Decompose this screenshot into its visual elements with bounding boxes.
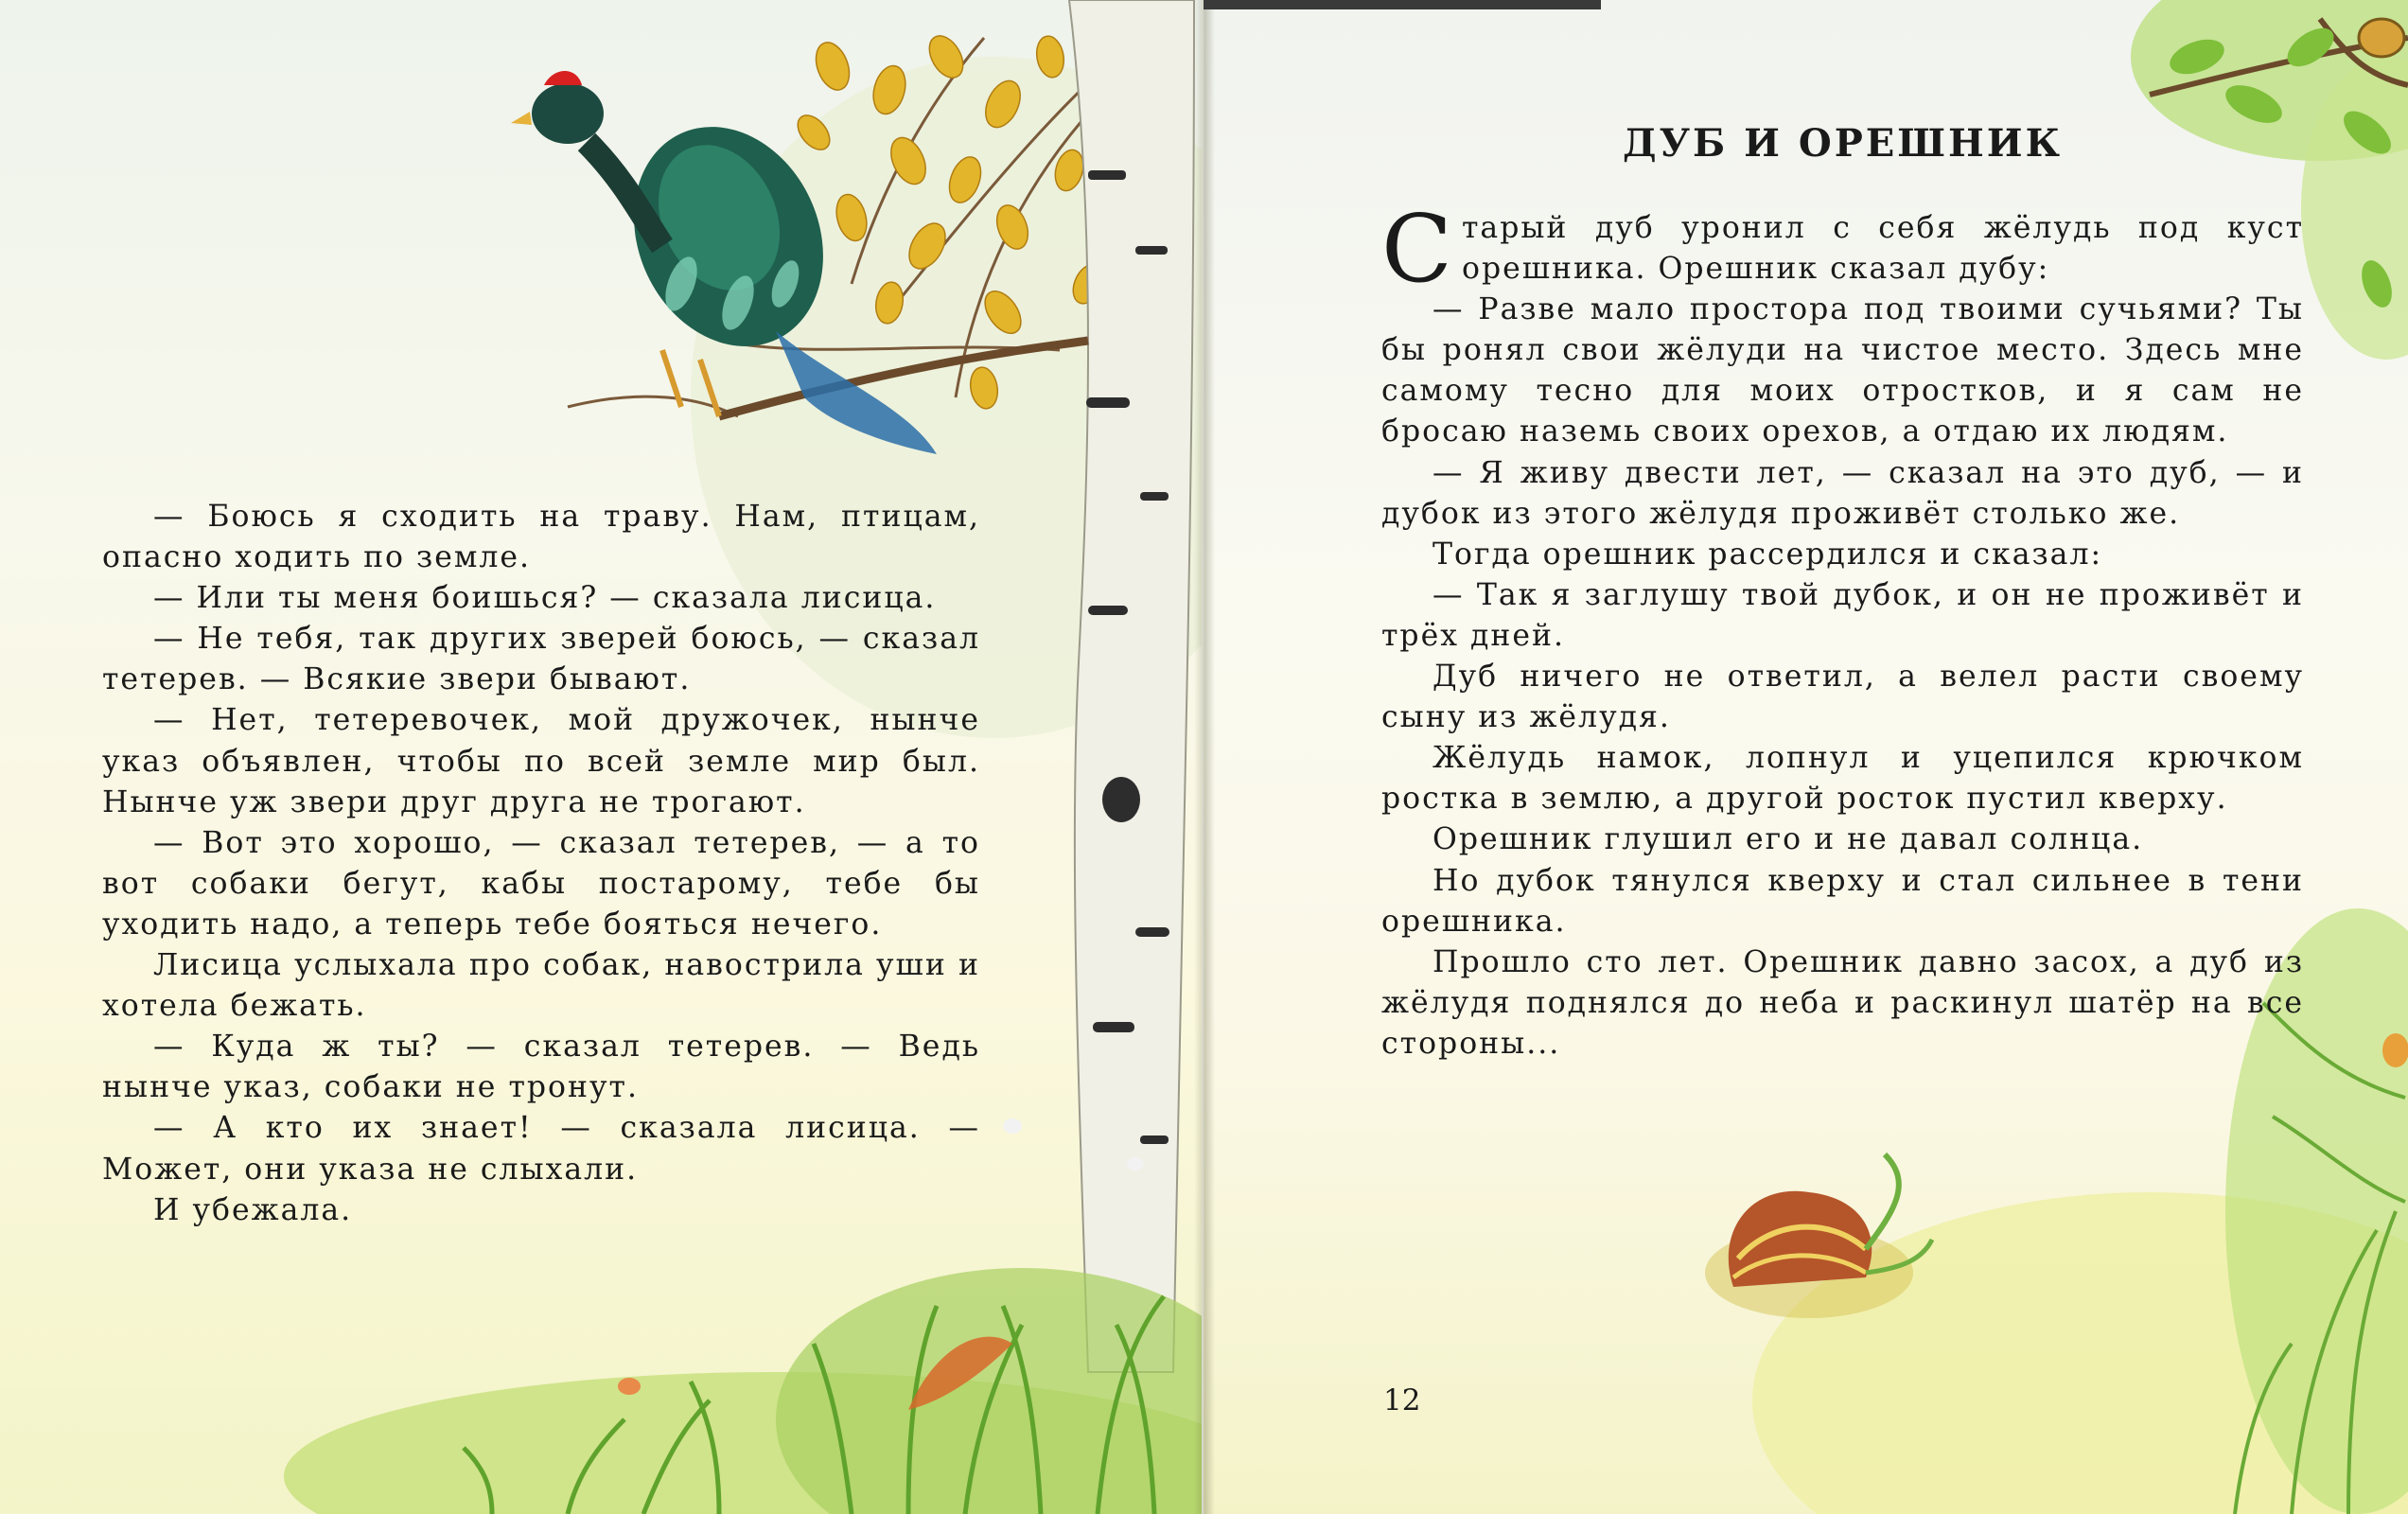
paragraph: — Я живу двести лет, — сказал на это дуб, — и дубок из этого жёлудя проживёт столько же. bbox=[1381, 455, 2304, 531]
book-spine bbox=[1194, 0, 1215, 1514]
paragraph: Тогда орешник рассердился и сказал: bbox=[1432, 537, 2103, 572]
left-page bbox=[0, 0, 1202, 1514]
right-page bbox=[1204, 0, 2408, 1514]
paragraph: Орешник глушил его и не давал солнца. bbox=[1432, 822, 2144, 857]
right-page-text bbox=[1381, 196, 2304, 1065]
paragraph: — Не тебя, так других зверей боюсь, — сказал тетерев. — Всякие звери бывают. bbox=[102, 622, 980, 697]
paragraph: Жёлудь намок, лопнул и уцепился крючком ростка в землю, а другой росток пустил кверху. bbox=[1381, 741, 2304, 817]
paragraph: — Разве мало простора под твоими сучьями? Ты бы ронял свои жёлуди на чистое место. Здесь мне самому тесно для моих отростков, и я сам не бросаю наземь своих орехов, а отдаю их людям. bbox=[1381, 292, 2304, 449]
story-title: ДУБ И ОРЕШНИК bbox=[1623, 121, 2063, 166]
paragraph: — Нет, тетеревочек, мой дружочек, нынче указ объявлен, чтобы по всей земле мир был. Нынче уж звери друг друга не трогают. bbox=[102, 703, 980, 819]
paragraph: Но дубок тянулся кверху и стал сильнее в тени орешника. bbox=[1381, 863, 2304, 939]
paragraph: Прошло сто лет. Орешник давно засох, а дуб из жёлудя поднялся до неба и раскинул шатёр на все стороны... bbox=[1381, 944, 2304, 1061]
drop-cap: С bbox=[1381, 196, 1452, 304]
left-page-text bbox=[102, 497, 980, 1231]
paragraph: Лисица услыхала про собак, навострила уши и хотела бежать. bbox=[102, 948, 980, 1024]
paragraph: — Боюсь я сходить на траву. Нам, птицам, опасно ходить по земле. bbox=[102, 500, 980, 575]
paragraph: — Куда ж ты? — сказал тетерев. — Ведь нынче указ, собаки не тронут. bbox=[102, 1030, 980, 1105]
paragraph: Дуб ничего не ответил, а велел расти своему сыну из жёлудя. bbox=[1381, 660, 2304, 735]
paragraph: — Так я заглушу твой дубок, и он не проживёт и трёх дней. bbox=[1381, 577, 2304, 653]
paragraph: — Вот это хорошо, — сказал тетерев, — а то вот собаки бегут, кабы постарому, тебе бы уходить надо, а теперь тебе бояться нечего. bbox=[102, 825, 980, 942]
sprouting-acorn-icon bbox=[1705, 1154, 1932, 1318]
paragraph: — А кто их знает! — сказала лисица. — Может, они указа не слыхали. bbox=[102, 1111, 980, 1187]
first-paragraph-text: тарый дуб уронил с себя жёлудь под куст орешника. Орешник сказал дубу: bbox=[1461, 211, 2304, 287]
first-paragraph bbox=[1381, 196, 2304, 304]
top-edge-bar bbox=[1204, 0, 1601, 9]
paragraph: И убежала. bbox=[153, 1192, 353, 1227]
page-number: 12 bbox=[1383, 1383, 1421, 1417]
paragraph: — Или ты меня боишься? — сказала лисица. bbox=[153, 581, 937, 616]
